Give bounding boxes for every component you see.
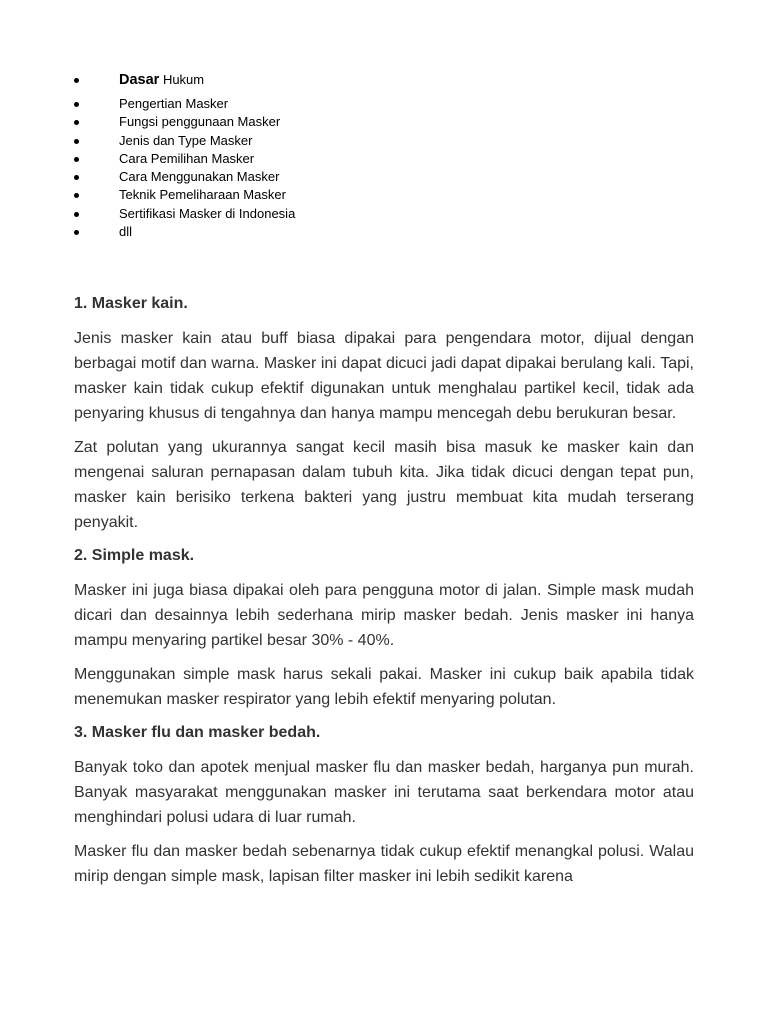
list-item-text: Fungsi penggunaan Masker — [119, 114, 281, 130]
list-item-text: Pengertian Masker — [119, 96, 229, 111]
list-item-text: Jenis dan Type Masker — [119, 132, 253, 148]
list-item-strong-text: Dasar — [119, 72, 160, 88]
paragraph: Zat polutan yang ukurannya sangat kecil masih bisa masuk ke masker kain dan mengenai saluran pernapasan dalam tubuh kita. Jika tidak dicuci dengan tepat pun, masker kain berisiko terkena bakteri yang justru membuat kita mudah terserang penyakit. — [74, 439, 694, 531]
list-item — [74, 113, 295, 131]
bullet-dot-icon — [74, 193, 79, 198]
list-item — [74, 95, 295, 113]
list-item-text: Sertifikasi Masker di Indonesia — [119, 205, 296, 221]
list-item — [74, 68, 295, 95]
paragraph: Jenis masker kain atau buff biasa dipakai para pengendara motor, dijual dengan berbagai motif dan warna. Masker ini dapat dicuci jadi dapat dipakai berulang kali. Tapi, masker kain tidak cukup efektif digunakan untuk menghalau partikel kecil, tidak ada penyaring khusus di tengahnya dan hanya mampu mencegah debu berukuran besar. — [74, 330, 694, 422]
bullet-dot-icon — [74, 230, 79, 235]
section-heading-simple-mask: 2. Simple mask. — [74, 547, 195, 564]
section-heading-masker-kain: 1. Masker kain. — [74, 295, 188, 312]
paragraph: Masker ini juga biasa dipakai oleh para pengguna motor di jalan. Simple mask mudah dicari dan desainnya lebih sederhana mirip masker bedah. Jenis masker ini hanya mampu menyaring partikel besar 30% - 40%. — [74, 582, 694, 649]
list-item-text: Cara Menggunakan Masker — [119, 169, 280, 185]
list-item-text: Hukum — [162, 72, 205, 87]
list-item-text: Teknik Pemeliharaan Masker — [119, 187, 286, 203]
bullet-dot-icon — [74, 139, 79, 144]
paragraph: Menggunakan simple mask harus sekali pakai. Masker ini cukup baik apabila tidak menemukan masker respirator yang lebih efektif menyaring polutan. — [74, 666, 694, 708]
list-item — [74, 186, 295, 204]
section-heading-masker-flu: 3. Masker flu dan masker bedah. — [74, 724, 321, 741]
list-item — [74, 150, 295, 168]
paragraph: Masker flu dan masker bedah sebenarnya tidak cukup efektif menangkal polusi. Walau mirip dengan simple mask, lapisan filter masker ini lebih sedikit karena — [74, 843, 694, 885]
article-body — [74, 292, 694, 898]
list-item-text: Cara Pemilihan Masker — [119, 150, 255, 166]
bullet-dot-icon — [74, 120, 79, 125]
list-item — [74, 205, 295, 223]
paragraph: Banyak toko dan apotek menjual masker flu dan masker bedah, harganya pun murah. Banyak masyarakat menggunakan masker ini terutama saat berkendara motor atau menghindari polusi udara di luar rumah. — [74, 759, 694, 826]
list-item — [74, 168, 295, 186]
bullet-dot-icon — [74, 78, 79, 83]
bullet-dot-icon — [74, 175, 79, 180]
list-item — [74, 132, 295, 150]
list-item — [74, 223, 295, 241]
topic-bullet-list — [74, 68, 295, 241]
bullet-dot-icon — [74, 212, 79, 217]
bullet-dot-icon — [74, 102, 79, 107]
list-item-text: dll — [119, 224, 133, 240]
bullet-dot-icon — [74, 157, 79, 162]
